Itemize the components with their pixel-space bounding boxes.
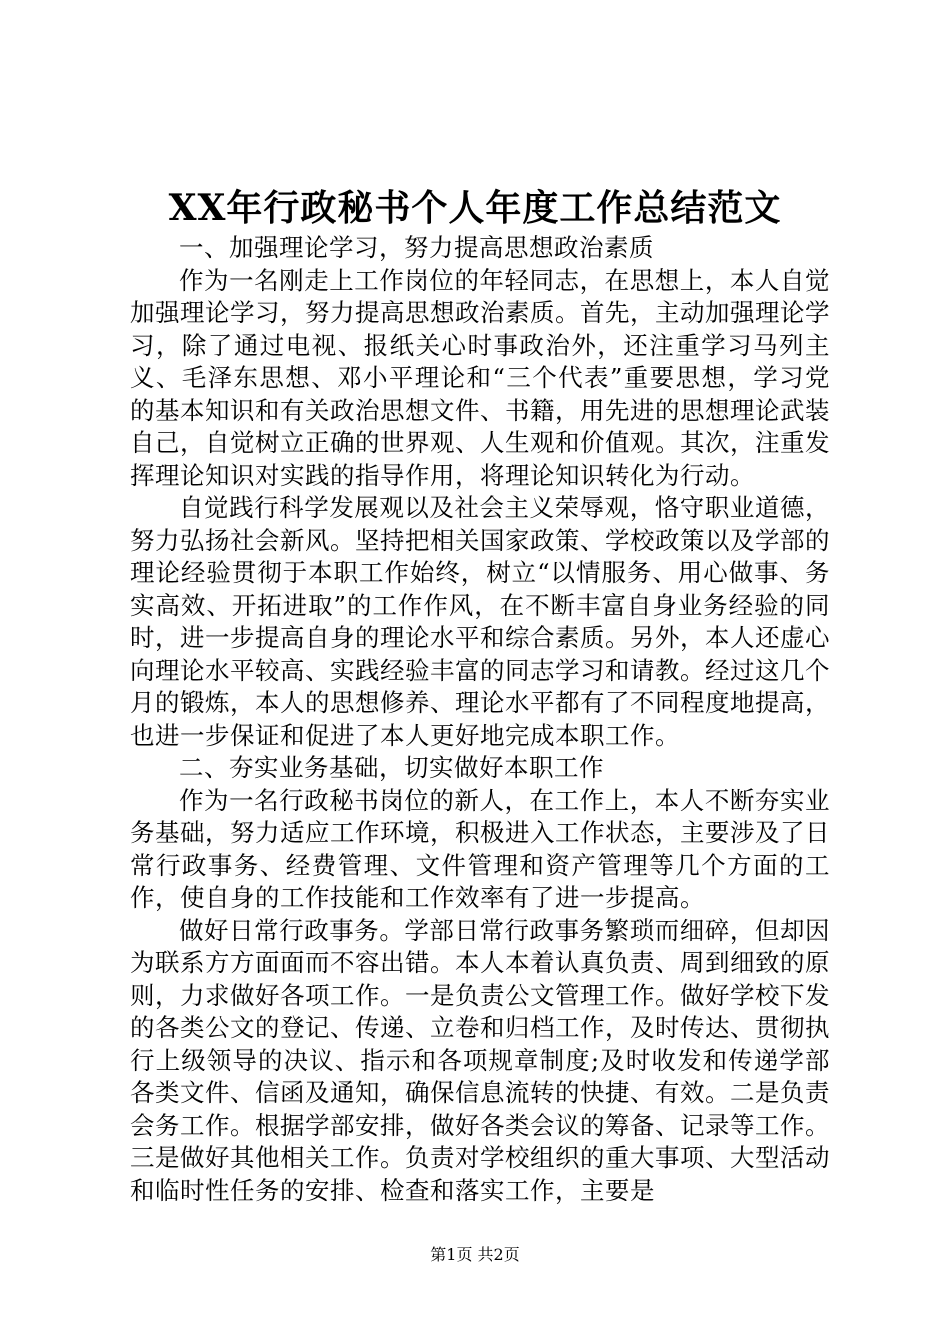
section-heading-1: 一、加强理论学习，努力提高思想政治素质 bbox=[179, 233, 654, 262]
paragraph: 做好日常行政事务。学部日常行政事务繁琐而细碎，但却因为联系方方面面而不容出错。本人本着认真负责、周到细致的原则，力求做好各项工作。一是负责公文管理工作。做好学校下发的各类公文的登记、传递、立卷和归档工作，及时传达、贯彻执行上级领导的决议、指示和各项规章制度;及时收发和传递学部各类文件、信函及通知，确保信息流转的快捷、有效。二是负责会务工作。根据学部安排，做好各类会议的筹备、记录等工作。三是做好其他相关工作。负责对学校组织的重大事项、大型活动和临时性任务的安排、检查和落实工作，主要是 bbox=[130, 915, 830, 1205]
page-footer: 第1页 共2页 bbox=[430, 1245, 520, 1264]
paragraph: 自觉践行科学发展观以及社会主义荣辱观，恪守职业道德，努力弘扬社会新风。坚持把相关国家政策、学校政策以及学部的理论经验贯彻于本职工作始终，树立“以情服务、用心做事、务实高效、开拓进取”的工作作风，在不断丰富自身业务经验的同时，进一步提高自身的理论水平和综合素质。另外，本人还虚心向理论水平较高、实践经验丰富的同志学习和请教。经过这几个月的锻炼，本人的思想修养、理论水平都有了不同程度地提高，也进一步保证和促进了本人更好地完成本职工作。 bbox=[130, 493, 830, 750]
document-body bbox=[130, 232, 830, 1207]
paragraph: 作为一名刚走上工作岗位的年轻同志，在思想上，本人自觉加强理论学习，努力提高思想政治素质。首先，主动加强理论学习，除了通过电视、报纸关心时事政治外，还注重学习马列主义、毛泽东思想、邓小平理论和“三个代表”重要思想，学习党的基本知识和有关政治思想文件、书籍，用先进的思想理论武装自己，自觉树立正确的世界观、人生观和价值观。其次，注重发挥理论知识对实践的指导作用，将理论知识转化为行动。 bbox=[130, 265, 830, 490]
section-heading-2: 二、夯实业务基础，切实做好本职工作 bbox=[179, 753, 604, 782]
paragraph: 作为一名行政秘书岗位的新人，在工作上，本人不断夯实业务基础，努力适应工作环境，积极进入工作状态，主要涉及了日常行政事务、经费管理、文件管理和资产管理等几个方面的工作，使自身的工作技能和工作效率有了进一步提高。 bbox=[130, 785, 830, 912]
document-title: XX年行政秘书个人年度工作总结范文 bbox=[168, 187, 782, 229]
